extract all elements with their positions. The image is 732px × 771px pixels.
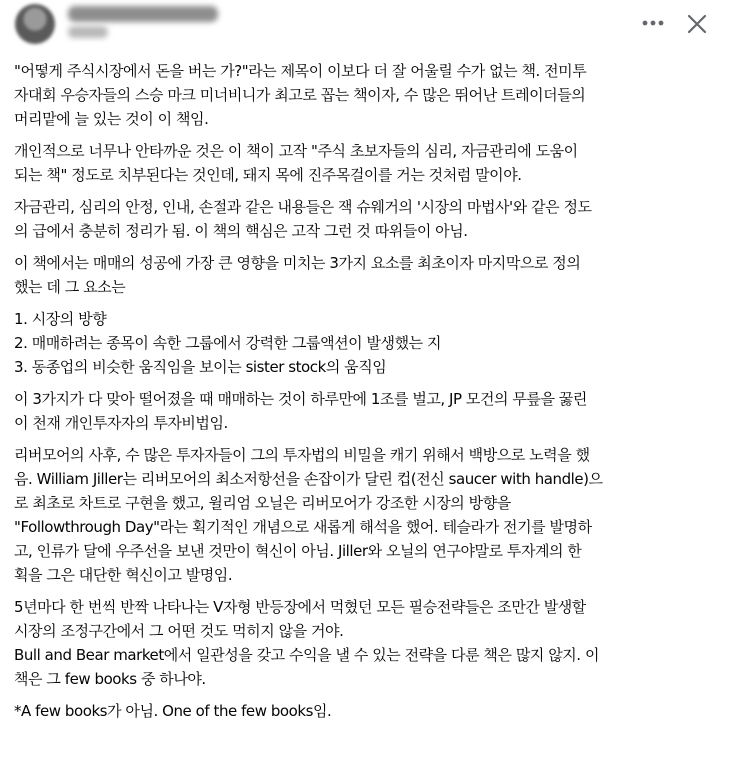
text-line: 로 최초로 차트로 구현을 했고, 윌리엄 오닐은 리버모어가 강조한 시장의 방향을 [14,494,511,512]
text-line: 5년마다 한 번씩 반짝 나타나는 V자형 반등장에서 먹혔던 모든 필승전략들은 조만간 발생할 [14,598,586,616]
close-button[interactable] [680,8,714,40]
list-item: 1. 시장의 방향 [14,310,107,328]
text-line: 리버모어의 사후, 수 많은 투자자들이 그의 투자법의 비밀을 캐기 위해서 백방으로 노력을 했 [14,446,590,464]
post-body [14,59,718,731]
text-line: 되는 책" 정도로 치부된다는 것인데, 돼지 목에 진주목걸이를 거는 것처럼 말이야. [14,166,522,184]
author-avatar[interactable] [15,4,55,44]
more-options-button[interactable] [636,8,670,38]
text-line: "어떻게 주식시장에서 돈을 버는 가?"라는 제목이 이보다 더 잘 어울릴 수가 없는 책. 전미투 [14,62,587,80]
post-list [14,307,718,379]
text-line: "Followthrough Day"라는 획기적인 개념으로 새롭게 해석을 했어. 테슬라가 전기를 발명하 [14,518,592,536]
text-line: *A few books가 아님. One of the few books임. [14,702,332,720]
text-line: 이 책에서는 매매의 성공에 가장 큰 영향을 미치는 3가지 요소를 최초이자 마지막으로 정의 [14,254,581,272]
text-line: 음. William Jiller는 리버모어의 최소저항선을 손잡이가 달린 컵(전신 saucer with handle)으 [14,470,603,488]
post-paragraph [14,139,718,187]
post-paragraph [14,443,718,587]
text-line: 이 3가지가 다 맞아 떨어졌을 때 매매하는 것이 하루만에 1조를 벌고, JP 모건의 무릎을 꿇린 [14,390,587,408]
post-paragraph [14,195,718,243]
text-line: 자금관리, 심리의 안정, 인내, 손절과 같은 내용들은 잭 슈웨거의 '시장의 마법사'와 같은 정도 [14,198,592,216]
post-footnote [14,699,718,723]
list-item: 2. 매매하려는 종목이 속한 그룹에서 강력한 그룹액션이 발생했는 지 [14,334,442,352]
text-line: 했는 데 그 요소는 [14,278,126,296]
text-line: 획을 그은 대단한 혁신이고 발명임. [14,566,233,584]
post-paragraph [14,251,718,299]
post-paragraph [14,387,718,435]
text-line: 의 급에서 충분히 정리가 됨. 이 책의 핵심은 고작 그런 것 따위들이 아님. [14,222,468,240]
text-line: 자대회 우승자들의 스승 마크 미너비니가 최고로 꼽는 책이자, 수 많은 뛰어난 트레이더들의 [14,86,586,104]
post-timestamp[interactable] [68,26,108,38]
list-item: 3. 동종업의 비슷한 움직임을 보이는 sister stock의 움직임 [14,358,387,376]
text-line: 책은 그 few books 중 하나야. [14,670,206,688]
more-horizontal-icon [641,19,665,27]
text-line: 고, 인류가 달에 우주선을 보낸 것만이 혁신이 아님. Jiller와 오닐의 연구야말로 투자계의 한 [14,542,582,560]
post-header [0,0,732,52]
post-paragraph [14,59,718,131]
author-name[interactable] [68,6,218,22]
text-line: 개인적으로 너무나 안타까운 것은 이 책이 고작 "주식 초보자들의 심리, 자금관리에 도움이 [14,142,578,160]
text-line: 이 천재 개인투자자의 투자비법임. [14,414,228,432]
post-paragraph [14,595,718,691]
text-line: 시장의 조정구간에서 그 어떤 것도 먹히지 않을 거야. [14,622,344,640]
text-line: Bull and Bear market에서 일관성을 갖고 수익을 낼 수 있는 전략을 다룬 책은 많지 않지. 이 [14,646,599,664]
text-line: 머리맡에 늘 있는 것이 이 책임. [14,110,209,128]
close-icon [687,14,707,34]
